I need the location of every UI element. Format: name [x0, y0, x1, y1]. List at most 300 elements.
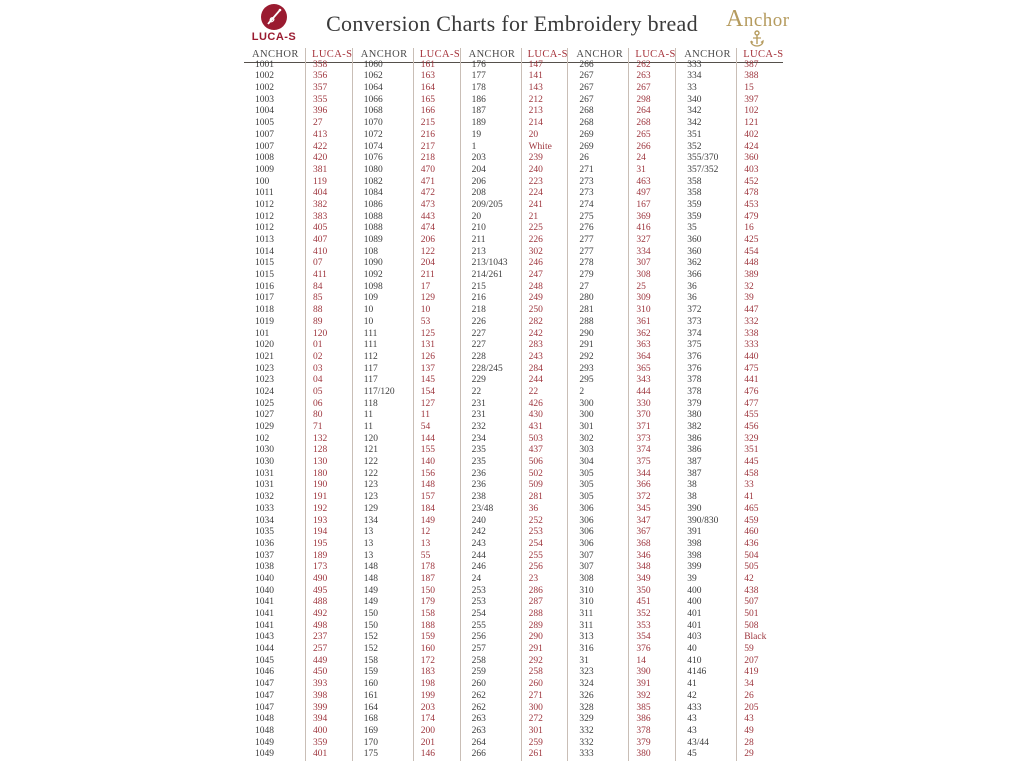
lucas-cell: 329: [736, 434, 783, 446]
lucas-cell: 163: [413, 71, 460, 83]
anchor-cell: 1040: [255, 573, 274, 584]
anchor-cell: 366: [675, 270, 736, 282]
anchor-cell: 20: [460, 212, 521, 224]
anchor-cell: 1076: [352, 153, 413, 165]
anchor-cell: 2: [567, 387, 628, 399]
anchor-cell: 306: [567, 504, 628, 516]
anchor-cell: 288: [567, 317, 628, 329]
lucas-cell: 508: [736, 621, 783, 633]
lucas-cell: 172: [413, 656, 460, 668]
anchor-cell: 1030: [255, 445, 274, 456]
anchor-cell: 1048: [255, 725, 274, 736]
anchor-cell: 262: [460, 703, 521, 715]
lucas-cell: 145: [413, 375, 460, 387]
anchor-cell: 108: [352, 247, 413, 259]
lucas-cell: 262: [628, 60, 675, 72]
anchor-cell: 150: [352, 621, 413, 633]
anchor-cell: 290: [567, 329, 628, 341]
lucas-cell: 388: [736, 71, 783, 83]
anchor-cell: 1066: [352, 95, 413, 107]
anchor-cell: 308: [567, 574, 628, 586]
lucas-cell: 307: [628, 258, 675, 270]
anchor-cell: 267: [567, 83, 628, 95]
lucas-cell: 143: [521, 83, 568, 95]
anchor-cell: 1017: [255, 293, 274, 304]
anchor-cell: 333: [567, 749, 628, 761]
anchor-cell: 1045: [255, 655, 274, 666]
lucas-cell: 354: [628, 632, 675, 644]
anchor-cell: 36: [675, 282, 736, 294]
anchor-cell: 1038: [255, 562, 274, 573]
anchor-cell: 1044: [255, 644, 274, 655]
lucas-cell: 03: [305, 364, 352, 376]
lucas-cell: 495: [305, 586, 352, 598]
lucas-cell: 333: [736, 340, 783, 352]
lucas-cell: 347: [628, 516, 675, 528]
lucas-cell: 478: [736, 188, 783, 200]
lucas-cell: 291: [521, 644, 568, 656]
anchor-cell: 228/245: [460, 364, 521, 376]
anchor-cell: 1041: [255, 597, 274, 608]
lucas-cell: 224: [521, 188, 568, 200]
lucas-cell: 452: [736, 177, 783, 189]
lucas-cell: 25: [628, 282, 675, 294]
anchor-cell: 175: [352, 749, 413, 761]
anchor-cell: 1021: [255, 351, 274, 362]
lucas-cell: 492: [305, 609, 352, 621]
anchor-header: ANCHOR: [244, 48, 305, 63]
anchor-cell: 281: [567, 305, 628, 317]
anchor-cell: 31: [567, 656, 628, 668]
anchor-cell: 234: [460, 434, 521, 446]
lucas-cell: 179: [413, 597, 460, 609]
lucas-cell: 267: [628, 83, 675, 95]
anchor-cell: 1012: [255, 211, 274, 222]
lucas-cell: 201: [413, 738, 460, 750]
anchor-cell: 231: [460, 399, 521, 411]
lucas-cell: 257: [305, 644, 352, 656]
lucas-cell: 474: [413, 223, 460, 235]
lucas-cell: 10: [413, 305, 460, 317]
lucas-cell: 21: [521, 212, 568, 224]
lucas-cell: 424: [736, 142, 783, 154]
anchor-cell: 379: [675, 399, 736, 411]
anchor-cell: 279: [567, 270, 628, 282]
anchor-cell: 42: [675, 691, 736, 703]
anchor-cell: 149: [352, 586, 413, 598]
anchor-cell: 11: [352, 410, 413, 422]
lucas-cell: 174: [413, 714, 460, 726]
anchor-cell: 10: [352, 317, 413, 329]
lucas-cell: 16: [736, 223, 783, 235]
lucas-cell: 298: [628, 95, 675, 107]
anchor-cell: 1062: [352, 71, 413, 83]
anchor-cell: 1029: [255, 422, 274, 432]
anchor-cell: 373: [675, 317, 736, 329]
lucas-cell: 447: [736, 305, 783, 317]
lucas-cell: 459: [736, 516, 783, 528]
anchor-cell: 210: [460, 223, 521, 235]
anchor-cell: 38: [675, 492, 736, 504]
lucas-header: LUCA-S: [628, 48, 675, 63]
anchor-cell: 120: [352, 434, 413, 446]
lucas-cell: 422: [305, 142, 352, 154]
lucas-cell: 437: [521, 445, 568, 457]
anchor-cell: 1018: [255, 305, 274, 316]
lucas-cell: 189: [305, 551, 352, 563]
lucas-cell: 332: [736, 317, 783, 329]
anchor-cell: 1012: [255, 199, 274, 210]
anchor-cell: 351: [675, 130, 736, 142]
anchor-cell: 203: [460, 153, 521, 165]
lucas-cell: 192: [305, 504, 352, 516]
lucas-cell: 419: [736, 667, 783, 679]
anchor-cell: 1047: [255, 690, 274, 701]
lucas-cell: 207: [736, 656, 783, 668]
lucas-cell: 449: [305, 656, 352, 668]
anchor-cell: 323: [567, 667, 628, 679]
lucas-cell: 244: [521, 375, 568, 387]
lucas-cell: 13: [413, 539, 460, 551]
anchor-cell: 117/120: [352, 387, 413, 399]
lucas-cell: 137: [413, 364, 460, 376]
lucas-header: LUCA-S: [521, 48, 568, 63]
lucas-cell: 426: [521, 399, 568, 411]
anchor-cell: 101: [255, 328, 270, 339]
anchor-cell: 36: [675, 293, 736, 305]
lucas-cell: 367: [628, 527, 675, 539]
anchor-cell: 398: [675, 551, 736, 563]
lucas-cell: 49: [736, 726, 783, 738]
lucas-cell: 167: [628, 200, 675, 212]
anchor-cell: 123: [352, 492, 413, 504]
anchor-cell: 27: [567, 282, 628, 294]
lucas-cell: 290: [521, 632, 568, 644]
anchor-cell: 1048: [255, 714, 274, 725]
anchor-cell: 238: [460, 492, 521, 504]
lucas-cell: 271: [521, 691, 568, 703]
anchor-cell: 38: [675, 480, 736, 492]
anchor-cell: 357/352: [675, 165, 736, 177]
anchor-cell: 4146: [675, 667, 736, 679]
anchor-cell: 236: [460, 480, 521, 492]
lucas-cell: 180: [305, 469, 352, 481]
anchor-cell: 1060: [352, 60, 413, 72]
anchor-header: ANCHOR: [460, 48, 521, 63]
anchor-cell: 19: [460, 130, 521, 142]
lucas-cell: 246: [521, 258, 568, 270]
lucas-cell: 441: [736, 375, 783, 387]
anchor-cell: 358: [675, 177, 736, 189]
anchor-cell: 112: [352, 352, 413, 364]
anchor-cell: 310: [567, 597, 628, 609]
anchor-cell: 41: [675, 679, 736, 691]
anchor-cell: 302: [567, 434, 628, 446]
lucas-cell: 11: [413, 410, 460, 422]
lucas-cell: 430: [521, 410, 568, 422]
anchor-cell: 231: [460, 410, 521, 422]
lucas-cell: 157: [413, 492, 460, 504]
anchor-cell: 360: [675, 235, 736, 247]
anchor-cell: 376: [675, 364, 736, 376]
lucas-cell: 364: [628, 352, 675, 364]
anchor-cell: 257: [460, 644, 521, 656]
lucas-cell: 156: [413, 469, 460, 481]
lucas-cell: 223: [521, 177, 568, 189]
lucas-cell: 443: [413, 212, 460, 224]
anchor-cell: 1023: [255, 375, 274, 386]
anchor-header: ANCHOR: [567, 48, 628, 63]
anchor-cell: 45: [675, 749, 736, 761]
anchor-cell: 306: [567, 539, 628, 551]
anchor-header: ANCHOR: [352, 48, 413, 63]
anchor-cell: 1016: [255, 281, 274, 292]
anchor-cell: 216: [460, 293, 521, 305]
anchor-cell: 390/830: [675, 516, 736, 528]
lucas-cell: 154: [413, 387, 460, 399]
lucas-cell: 379: [628, 738, 675, 750]
lucas-cell: 334: [628, 247, 675, 259]
anchor-cell: 1020: [255, 340, 274, 351]
anchor-cell: 311: [567, 609, 628, 621]
anchor-cell: 1047: [255, 679, 274, 690]
anchor-cell: 399: [675, 562, 736, 574]
anchor-cell: 1033: [255, 503, 274, 514]
anchor-cell: 266: [567, 60, 628, 72]
anchor-cell: 303: [567, 445, 628, 457]
anchor-logo-text: Anchor: [726, 6, 790, 32]
anchor-cell: 316: [567, 644, 628, 656]
lucas-cell: 71: [305, 422, 352, 434]
lucas-cell: 191: [305, 492, 352, 504]
anchor-cell: 269: [567, 130, 628, 142]
anchor-cell: 301: [567, 422, 628, 434]
anchor-cell: 1007: [255, 141, 274, 152]
page-title: Conversion Charts for Embroidery bread: [326, 11, 698, 36]
lucas-cell: 456: [736, 422, 783, 434]
anchor-cell: 277: [567, 247, 628, 259]
anchor-cell: 1011: [255, 188, 274, 199]
anchor-cell: 358: [675, 188, 736, 200]
anchor-cell: 1090: [352, 258, 413, 270]
lucas-cell: 506: [521, 457, 568, 469]
lucas-cell: 12: [413, 527, 460, 539]
anchor-cell: 273: [567, 188, 628, 200]
lucas-cell: 440: [736, 352, 783, 364]
page-header: [0, 0, 1024, 48]
anchor-cell: 159: [352, 667, 413, 679]
anchor-cell: 433: [675, 703, 736, 715]
lucas-cell: 479: [736, 212, 783, 224]
lucas-cell: 385: [628, 703, 675, 715]
anchor-cell: 306: [567, 527, 628, 539]
lucas-cell: 205: [736, 703, 783, 715]
lucas-cell: 39: [736, 293, 783, 305]
anchor-cell: 244: [460, 551, 521, 563]
anchor-cell: 1004: [255, 106, 274, 117]
lucas-cell: 498: [305, 621, 352, 633]
lucas-cell: 454: [736, 247, 783, 259]
anchor-cell: 227: [460, 329, 521, 341]
lucas-cell: 345: [628, 504, 675, 516]
lucas-cell: 141: [521, 71, 568, 83]
anchor-cell: 329: [567, 714, 628, 726]
lucas-cell: 213: [521, 106, 568, 118]
anchor-cell: 208: [460, 188, 521, 200]
lucas-cell: 55: [413, 551, 460, 563]
lucas-cell: 283: [521, 340, 568, 352]
lucas-cell: 54: [413, 422, 460, 434]
anchor-cell: 134: [352, 516, 413, 528]
lucas-cell: 260: [521, 679, 568, 691]
lucas-cell: 490: [305, 574, 352, 586]
lucas-cell: 05: [305, 387, 352, 399]
anchor-cell: 275: [567, 212, 628, 224]
anchor-cell: 292: [567, 352, 628, 364]
lucas-cell: 147: [521, 60, 568, 72]
lucas-cell: 17: [413, 282, 460, 294]
lucas-cell: 255: [521, 551, 568, 563]
anchor-cell: 226: [460, 317, 521, 329]
lucas-cell: 206: [413, 235, 460, 247]
anchor-cell: 26: [567, 153, 628, 165]
lucas-cell: 473: [413, 200, 460, 212]
anchor-cell: 378: [675, 375, 736, 387]
lucas-cell: 22: [521, 387, 568, 399]
anchor-cell: 352: [675, 142, 736, 154]
anchor-cell: 342: [675, 118, 736, 130]
lucas-cell: 240: [521, 165, 568, 177]
anchor-cell: 148: [352, 574, 413, 586]
lucas-cell: 199: [413, 691, 460, 703]
anchor-cell: 328: [567, 703, 628, 715]
lucas-cell: 488: [305, 597, 352, 609]
lucas-cell: 281: [521, 492, 568, 504]
lucas-cell: 43: [736, 714, 783, 726]
anchor-cell: 263: [460, 726, 521, 738]
lucas-cell: 387: [736, 60, 783, 72]
lucas-cell: 150: [413, 586, 460, 598]
anchor-cell: 109: [352, 293, 413, 305]
lucas-cell: 155: [413, 445, 460, 457]
lucas-cell: 23: [521, 574, 568, 586]
anchor-cell: 1: [460, 142, 521, 154]
lucas-cell: 472: [413, 188, 460, 200]
lucas-cell: 28: [736, 738, 783, 750]
lucas-cell: 252: [521, 516, 568, 528]
lucas-cell: 300: [521, 703, 568, 715]
lucas-cell: 89: [305, 317, 352, 329]
lucas-cell: 266: [628, 142, 675, 154]
anchor-cell: 1046: [255, 667, 274, 678]
lucas-cell: 497: [628, 188, 675, 200]
lucas-cell: 411: [305, 270, 352, 282]
anchor-cell: 1089: [352, 235, 413, 247]
anchor-cell: 1014: [255, 246, 274, 257]
lucas-cell: 366: [628, 480, 675, 492]
anchor-cell: 391: [675, 527, 736, 539]
lucas-cell: 161: [413, 60, 460, 72]
lucas-cell: 403: [736, 165, 783, 177]
lucas-cell: 144: [413, 434, 460, 446]
lucas-cell: 204: [413, 258, 460, 270]
anchor-cell: 100: [255, 176, 270, 187]
lucas-cell: 253: [521, 527, 568, 539]
lucas-cell: 371: [628, 422, 675, 434]
anchor-cell: 24: [460, 574, 521, 586]
anchor-cell: 304: [567, 457, 628, 469]
lucas-cell: 301: [521, 726, 568, 738]
lucas-cell: 132: [305, 434, 352, 446]
anchor-cell: 164: [352, 703, 413, 715]
anchor-cell: 1064: [352, 83, 413, 95]
lucas-cell: 445: [736, 457, 783, 469]
anchor-cell: 382: [675, 422, 736, 434]
anchor-cell: 1068: [352, 106, 413, 118]
lucas-cell: 212: [521, 95, 568, 107]
lucas-cell: 80: [305, 410, 352, 422]
anchor-cell: 262: [460, 691, 521, 703]
lucas-cell: 476: [736, 387, 783, 399]
anchor-cell: 1002: [255, 83, 274, 94]
lucas-cell: 121: [736, 118, 783, 130]
lucas-cell: 183: [413, 667, 460, 679]
anchor-cell: 271: [567, 165, 628, 177]
lucas-cell: 119: [305, 177, 352, 189]
anchor-header: ANCHOR: [675, 48, 736, 63]
anchor-cell: 278: [567, 258, 628, 270]
anchor-cell: 111: [352, 329, 413, 341]
anchor-cell: 35: [675, 223, 736, 235]
lucas-cell: 356: [305, 71, 352, 83]
lucas-cell: 268: [628, 118, 675, 130]
anchor-cell: 213/1043: [460, 258, 521, 270]
lucas-cell: 350: [628, 586, 675, 598]
anchor-cell: 235: [460, 445, 521, 457]
lucas-cell: 225: [521, 223, 568, 235]
anchor-cell: 342: [675, 106, 736, 118]
anchor-cell: 235: [460, 457, 521, 469]
lucas-cell: 24: [628, 153, 675, 165]
lucas-cell: 431: [521, 422, 568, 434]
lucas-cell: 463: [628, 177, 675, 189]
lucas-cell: 382: [305, 200, 352, 212]
anchor-cell: 1047: [255, 702, 274, 713]
anchor-cell: 360: [675, 247, 736, 259]
anchor-cell: 332: [567, 726, 628, 738]
lucas-cell: 284: [521, 364, 568, 376]
anchor-cell: 169: [352, 726, 413, 738]
anchor-cell: 326: [567, 691, 628, 703]
lucas-cell: 85: [305, 293, 352, 305]
anchor-cell: 359: [675, 212, 736, 224]
lucas-cell: 226: [521, 235, 568, 247]
anchor-cell: 168: [352, 714, 413, 726]
anchor-cell: 229: [460, 375, 521, 387]
lucas-cell: 348: [628, 562, 675, 574]
anchor-cell: 268: [567, 118, 628, 130]
lucas-cell: 338: [736, 329, 783, 341]
anchor-cell: 10: [352, 305, 413, 317]
anchor-cell: 211: [460, 235, 521, 247]
lucas-cell: 41: [736, 492, 783, 504]
lucas-cell: 375: [628, 457, 675, 469]
lucas-cell: 248: [521, 282, 568, 294]
lucas-cell: 327: [628, 235, 675, 247]
lucas-cell: 407: [305, 235, 352, 247]
lucas-cell: 292: [521, 656, 568, 668]
anchor-cell: 1001: [255, 59, 274, 70]
